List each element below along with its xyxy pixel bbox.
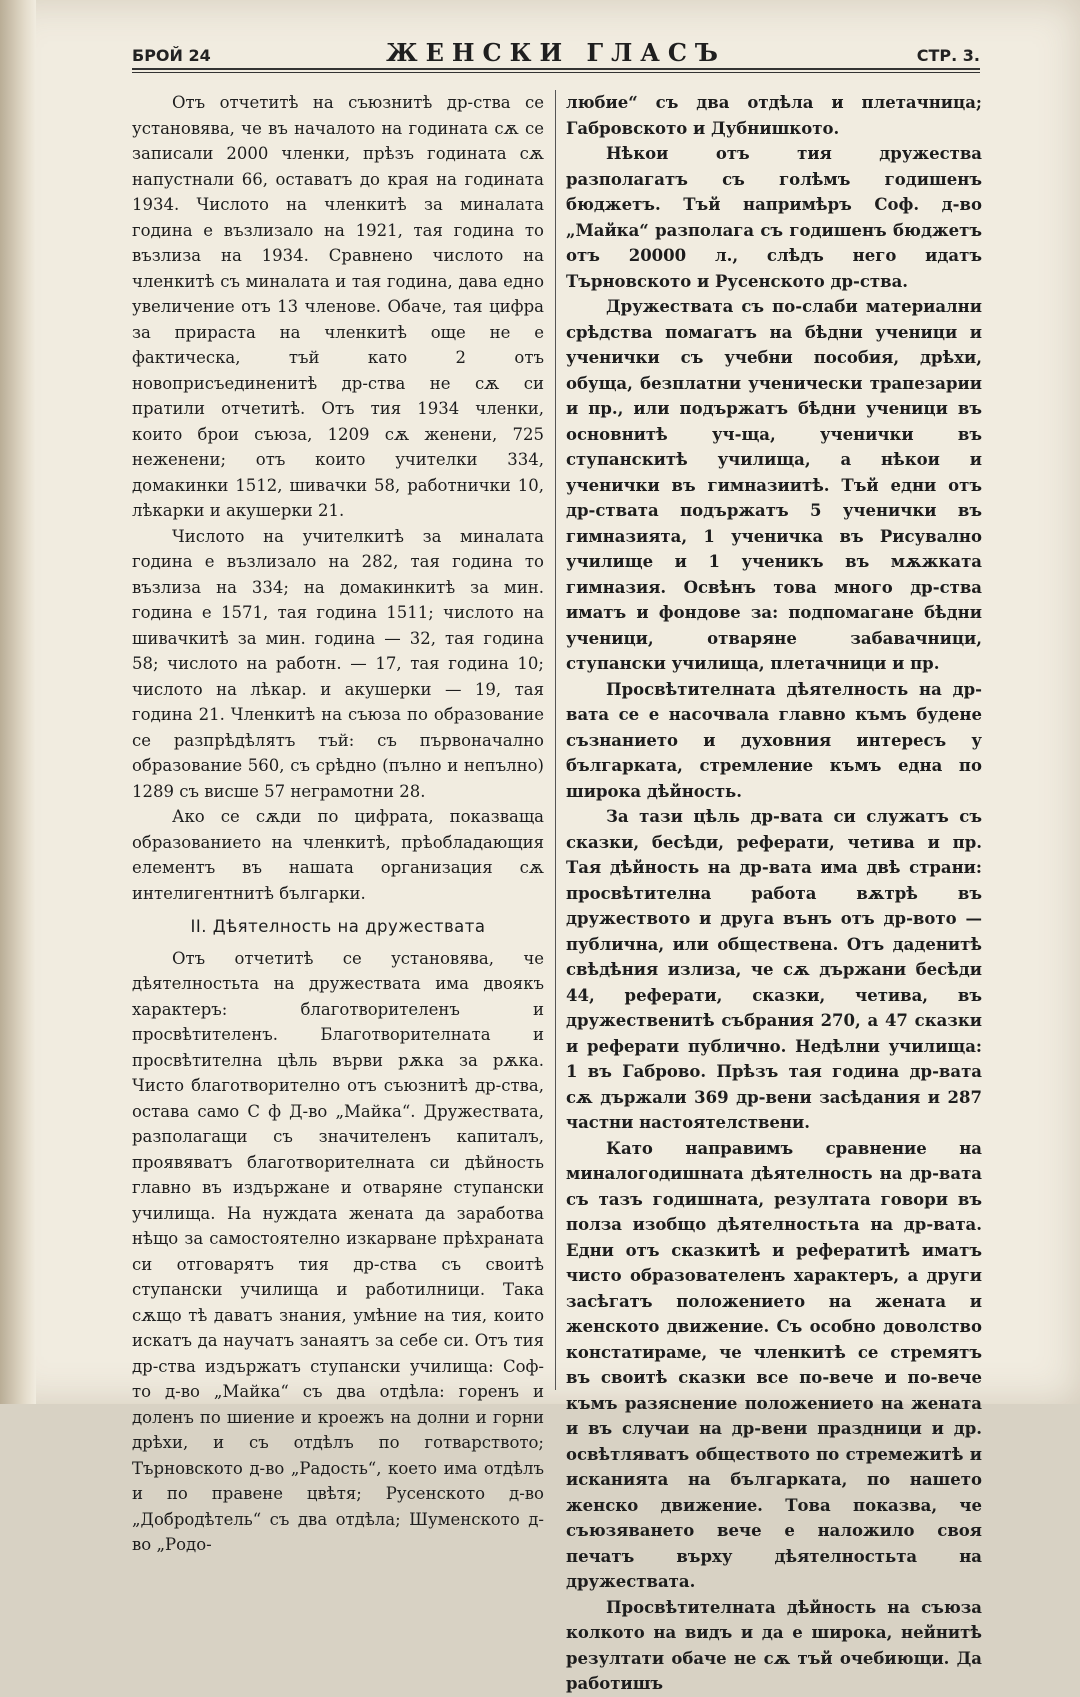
paragraph: За тази цѣль др-вата си служатъ съ сказки, бесѣди, реферати, четива и пр. Тая дѣйность на др-вата има двѣ страни: просвѣтителна работа вѫтрѣ въ дружеството и друга вънъ отъ др-вото — публична, или обществена. Отъ даденитѣ свѣдѣния излиза, че сѫ държани бесѣди 44, реферати, сказки, четива, въ дружественитѣ събрания 270, а 47 сказки и реферати публично. Недѣлни училища: 1 въ Габрово. Прѣзъ тая година др-вата сѫ държали 369 др-вени засѣдания и 287 частни настоятелствени.: [566, 807, 982, 1132]
paragraph: Отъ отчетитѣ се установява, че дѣятелностьта на дружествата има двоякъ характеръ: благотворителенъ и просвѣтителенъ. Благотворителната и просвѣтителна цѣль върви рѫка за рѫка. Чисто благотворително отъ съюзнитѣ др-ства, остава само С ф Д-во „Майка“. Дружествата, разполагащи съ значителенъ капиталъ, проявяватъ благотворителната си дѣйность главно въ издържане и отваряне ступански училища. На нуждата жената да заработва нѣщо за самостоятелно изкарване прѣхраната си отговарятъ тия др-ства съ своитѣ ступански училища и работилници. Така сѫщо тѣ даватъ знания, умѣние на тия, които искатъ да научатъ занаятъ за себе си. Отъ тия др-ства издържатъ ступански училища: Соф-то д-во „Майка“ съ два отдѣла: горенъ и доленъ по шиение и кроежъ на долни и горни дрѣхи, и съ отдѣлъ по готварството; Търновското д-во „Радость“, което има отдѣлъ и по правене цвѣтя; Русенското д-во „Добродѣтель“ съ два отдѣла; Шуменското д-во „Родо-: [132, 948, 544, 1554]
left-column: [132, 90, 544, 1554]
column-divider: [555, 90, 556, 1390]
newspaper-title: ЖЕНСКИ ГЛАСЪ: [386, 38, 726, 67]
paragraph: Като направимъ сравнение на миналогодишната дѣятелность на др-вата съ тазъ годишната, резултата говори въ полза изобщо дѣятелностьта на др-вата. Едни отъ сказкитѣ и рефератитѣ иматъ чисто образователенъ характеръ, а други засѣгатъ положението на жената и женското движение. Съ особно доволство констатираме, че членкитѣ се стремятъ въ своитѣ сказки все по-вече и по-вече къмъ разяснение положението на жената и въ случаи на др-вени праздници и др. освѣтляватъ обществото по стремежитѣ и исканията на българката, по нашето женско движение. Това показва, че съюзяването вече е наложило своя печатъ върху дѣятелностьта на дружествата.: [566, 1138, 982, 1591]
header-rule-thin: [132, 72, 980, 73]
page-header: [132, 36, 980, 70]
paragraph: Ако се сѫди по цифрата, показваща образованието на членкитѣ, прѣобладающия елементъ въ нашата организация сѫ интелигентнитѣ българки.: [132, 807, 544, 903]
right-column: [566, 90, 982, 1693]
issue-number: БРОЙ 24: [132, 46, 211, 65]
paragraph: Отъ отчетитѣ на съюзнитѣ др-ства се установява, че въ началото на годината сѫ се записали 2000 членки, прѣзъ годината сѫ напустнали 66, оставатъ до края на годината 1934. Числото на членкитѣ за миналата година е възлизало на 1921, тая година то възлиза на 1934. Сравнено числото на членкитѣ съ миналата и тая година, дава едно увеличение отъ 13 членове. Обаче, тая цифра за прираста на членкитѣ още не е фактическа, тъй като 2 отъ новоприсъединенитѣ др-ства не сѫ си пратили отчетитѣ. Отъ тия 1934 членки, които брои съюза, 1209 сѫ женени, 725 неженени; отъ които учителки 334, домакинки 1512, шивачки 58, работнички 10, лѣкарки и акушерки 21.: [132, 93, 544, 520]
paragraph: Числото на учителкитѣ за миналата година е възлизало на 282, тая година то възлиза на 334; на домакинкитѣ за мин. година е 1571, тая година 1511; числото на шивачкитѣ за мин. година — 32, тая година 58; числото на работн. — 17, тая година 10; числото на лѣкар. и акушерки — 19, тая година 21. Членкитѣ на съюза по образование се разпрѣдѣлятъ тъй: съ първоначално образование 560, съ срѣдно (пълно и непълно) 1289 съ висше 57 неграмотни 28.: [132, 526, 544, 801]
paragraph: Просвѣтителната дѣйность на съюза колкото на видъ и да е широка, нейнитѣ резултати обаче не сѫ тъй очебиющи. Да работишъ: [566, 1597, 982, 1693]
page-binding: [0, 0, 36, 1404]
paragraph: Дружествата съ по-слаби материални срѣдства помагатъ на бѣдни ученици и ученички съ учебни пособия, дрѣхи, обуща, безплатни ученически трапезарии и пр., или подържатъ бѣдни ученици въ основнитѣ уч-ща, ученички въ ступанскитѣ училища, а нѣкои и ученички въ гимназиитѣ. Тъй едни отъ др-ствата подържатъ 5 ученички въ гимназията, 1 ученичка въ Рисувално училище и 1 ученикъ въ мѫжката гимназия. Освѣнъ това много др-ства иматъ и фондове за: подпомагане бѣдни ученици, отваряне забавачници, ступански училища, плетачници и пр.: [566, 297, 982, 673]
page-number: СТР. 3.: [916, 46, 980, 65]
paragraph: Нѣкои отъ тия дружества разполагатъ съ голѣмъ годишенъ бюджетъ. Тъй напримѣръ Соф. д-во „Майка“ разполага съ годишенъ бюджетъ отъ 20000 л., слѣдъ него идатъ Търновското и Русенското др-ства.: [566, 144, 982, 291]
section-heading: II. Дѣятелность на дружествата: [190, 917, 486, 936]
paragraph: любие“ съ два отдѣла и плетачница; Габровското и Дубнишкото.: [566, 93, 982, 138]
paragraph: Просвѣтителната дѣятелность на др-вата се е насочвала главно къмъ будене съзнанието и духовния интересъ у българката, стремление къмъ една по широка дѣйность.: [566, 679, 982, 801]
header-rule: [132, 68, 980, 70]
